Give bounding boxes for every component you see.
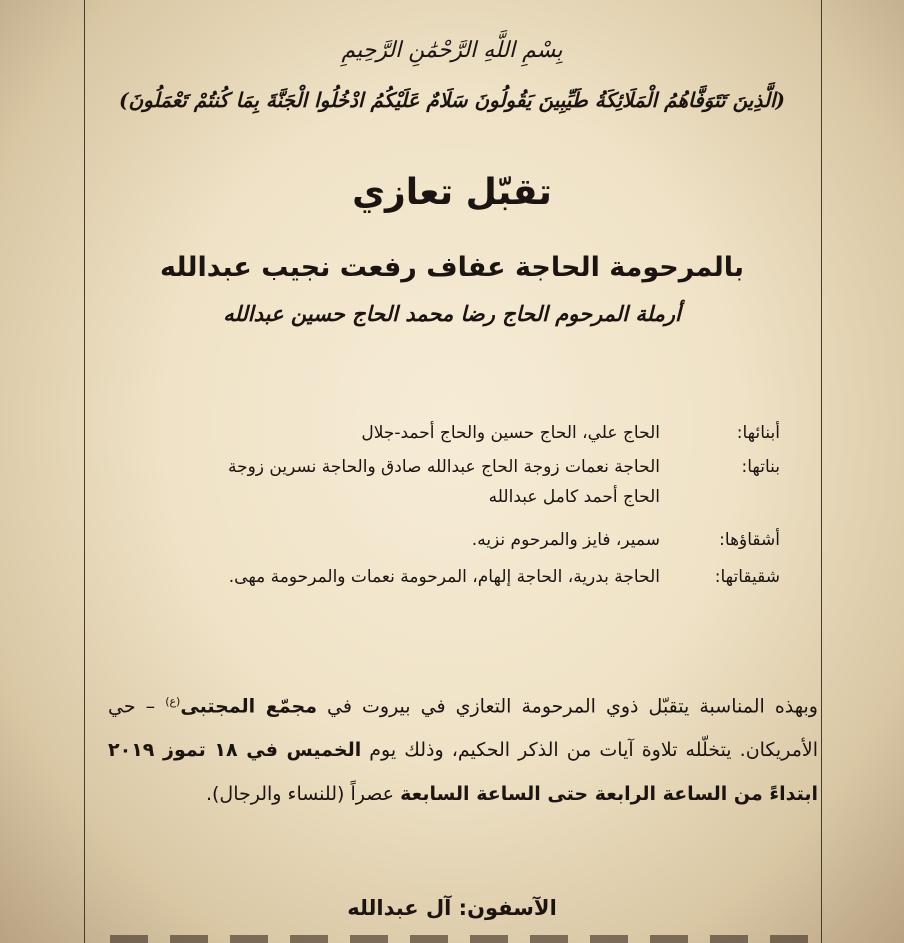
cut-off-text-line [110, 935, 810, 943]
family-label: شقيقاتها: [714, 567, 780, 587]
venue-honorific: (ع) [165, 695, 181, 708]
family-label: أشقاؤها: [719, 530, 780, 550]
family-value: الحاج علي، الحاج حسين والحاج أحمد-جلال [361, 423, 660, 443]
family-label: بناتها: [741, 457, 780, 477]
family-value: الحاجة نعمات زوجة الحاج عبدالله صادق والحاجة نسرين زوجة الحاج أحمد كامل عبدالله [227, 457, 660, 507]
family-value: الحاجة بدرية، الحاجة إلهام، المرحومة نعمات والمرحومة مهى. [228, 567, 660, 587]
family-value: سمير، فايز والمرحوم نزيه. [471, 530, 660, 550]
quran-verse: (الَّذِينَ تَتَوَفَّاهُمُ الْمَلَائِكَةُ طَيِّبِينَ يَقُولُونَ سَلَامٌ عَلَيْكُمُ ادْخُلُوا الْجَنَّةَ بِمَا كُنتُمْ تَعْمَلُونَ) [119, 88, 785, 112]
notice-title: تقبّل تعازي [352, 172, 552, 213]
basmala: بِسْمِ اللَّهِ الرَّحْمَٰنِ الرَّحِيمِ [341, 38, 563, 63]
condolence-announcement: وبهذه المناسبة يتقبّل ذوي المرحومة التعازي في بيروت في مجمّع المجتبى$^{(ع)}$ – حي الأمريكان. يتخلّله تلاوة آيات من الذكر الحكيم، وذلك يوم الخميس في ١٨ تموز ٢٠١٩ ابتداءً من الساعة الرابعة حتى الساعة السابعة عصراً (للنساء والرجال). [108, 695, 818, 806]
event-date: الخميس في ١٨ تموز ٢٠١٩ ابتداءً من الساعة الرابعة حتى الساعة السابعة [108, 739, 818, 806]
mourners-line: الآسفون: آل عبدالله [347, 896, 557, 920]
widow-of-line: أرملة المرحوم الحاج رضا محمد الحاج حسين عبدالله [223, 302, 681, 326]
venue-name: مجمّع المجتبى [180, 695, 317, 718]
deceased-name: بالمرحومة الحاجة عفاف رفعت نجيب عبدالله [159, 252, 745, 283]
family-label: أبنائها: [736, 423, 780, 443]
